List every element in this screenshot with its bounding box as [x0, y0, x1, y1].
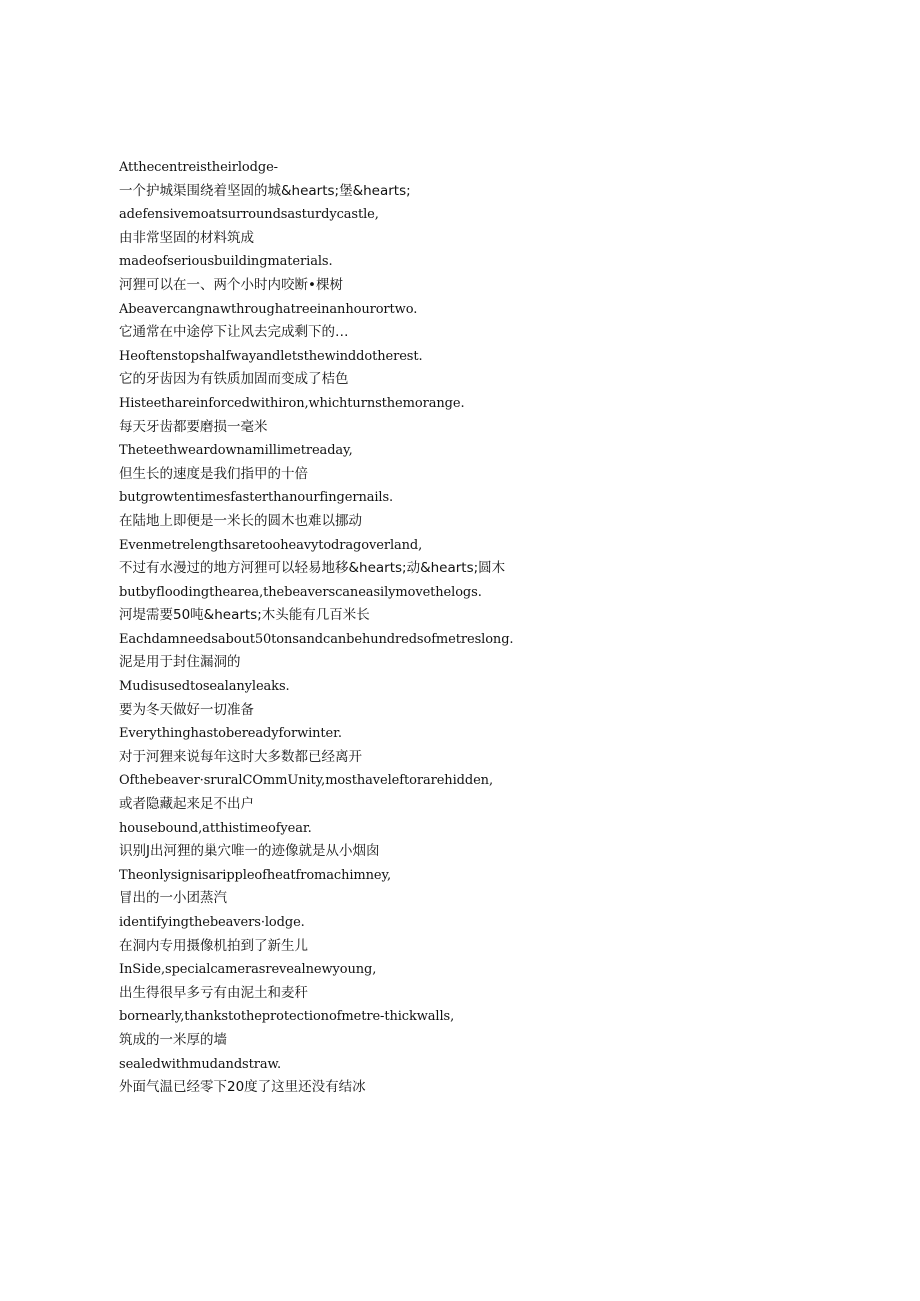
english-subtitle-line: sealedwithmudandstraw.	[119, 1056, 282, 1072]
english-subtitle-line: Theteethweardownamillimetreaday,	[119, 443, 353, 459]
chinese-subtitle-line: 冒出的一小团蒸汽	[119, 890, 227, 907]
chinese-subtitle-line: 一个护城渠围绕着坚固的城&hearts;堡&hearts;	[119, 182, 411, 199]
chinese-subtitle-line: 在洞内专用摄像机拍到了新生儿	[119, 937, 308, 954]
chinese-subtitle-line: 河堤需要50吨&hearts;木头能有几百米长	[119, 607, 370, 624]
english-subtitle-line: Evenmetrelengthsaretooheavytodragoverland,	[119, 537, 423, 553]
chinese-subtitle-line: 要为冬天做好一切准备	[119, 701, 254, 718]
english-subtitle-line: Abeavercangnawthroughatreeinanhourortwo.	[119, 301, 418, 317]
english-subtitle-line: butbyfloodingthearea,thebeaverscaneasilymovethelogs.	[119, 584, 482, 600]
english-subtitle-line: Eachdamneedsabout50tonsandcanbehundredsofmetreslong.	[119, 631, 514, 647]
chinese-subtitle-line: 河狸可以在一、两个小时内咬断•棵树	[119, 276, 343, 293]
english-subtitle-line: madeofseriousbuildingmaterials.	[119, 254, 333, 270]
english-subtitle-line: InSide,specialcamerasrevealnewyoung,	[119, 962, 377, 978]
chinese-subtitle-line: 出生得很早多亏有由泥土和麦秆	[119, 984, 308, 1001]
chinese-subtitle-line: 筑成的一米厚的墙	[119, 1031, 227, 1048]
chinese-subtitle-line: 泥是用于封住漏洞的	[119, 654, 241, 671]
english-subtitle-line: Atthecentreistheirlodge-	[119, 160, 278, 175]
subtitle-transcript	[119, 156, 819, 1100]
chinese-subtitle-line: 外面气温已经零下20度了这里还没有结冰	[119, 1079, 366, 1096]
english-subtitle-line: Mudisusedtosealanyleaks.	[119, 679, 290, 695]
english-subtitle-line: housebound,atthistimeofyear.	[119, 820, 312, 836]
english-subtitle-line: adefensivemoatsurroundsasturdycastle,	[119, 207, 379, 223]
english-subtitle-line: Theonlysignisarippleofheatfromachimney,	[119, 867, 392, 883]
chinese-subtitle-line: 但生长的速度是我们指甲的十倍	[119, 465, 308, 482]
english-subtitle-line: butgrowtentimesfasterthanourfingernails.	[119, 490, 394, 506]
chinese-subtitle-line: 对于河狸来说每年这时大多数都已经离开	[119, 748, 362, 765]
chinese-subtitle-line: 不过有水漫过的地方河狸可以轻易地移&hearts;动&hearts;圆木	[119, 560, 506, 577]
chinese-subtitle-line: 识别J出河狸的巢穴唯一的迹像就是从小烟囱	[119, 843, 380, 860]
chinese-subtitle-line: 由非常坚固的材料筑成	[119, 229, 254, 246]
chinese-subtitle-line: 它的牙齿因为有铁质加固而变成了桔色	[119, 371, 349, 388]
english-subtitle-line: identifyingthebeavers·lodge.	[119, 915, 305, 930]
chinese-subtitle-line: 它通常在中途停下让风去完成剩下的…	[119, 324, 349, 341]
english-subtitle-line: Everythinghastobereadyforwinter.	[119, 726, 342, 742]
english-subtitle-line: bornearly,thankstotheprotectionofmetre-thickwalls,	[119, 1009, 455, 1025]
chinese-subtitle-line: 在陆地上即便是一米长的圆木也难以挪动	[119, 512, 362, 529]
english-subtitle-line: Histeethareinforcedwithiron,whichturnsthemorange.	[119, 395, 465, 411]
chinese-subtitle-line: 或者隐藏起来足不出户	[119, 796, 254, 813]
chinese-subtitle-line: 每天牙齿都要磨损一毫米	[119, 418, 268, 435]
english-subtitle-line: Heoftenstopshalfwayandletsthewinddotherest.	[119, 348, 423, 364]
english-subtitle-line: Ofthebeaver·sruralCOmmUnity,mosthaveleftorarehidden,	[119, 773, 493, 789]
